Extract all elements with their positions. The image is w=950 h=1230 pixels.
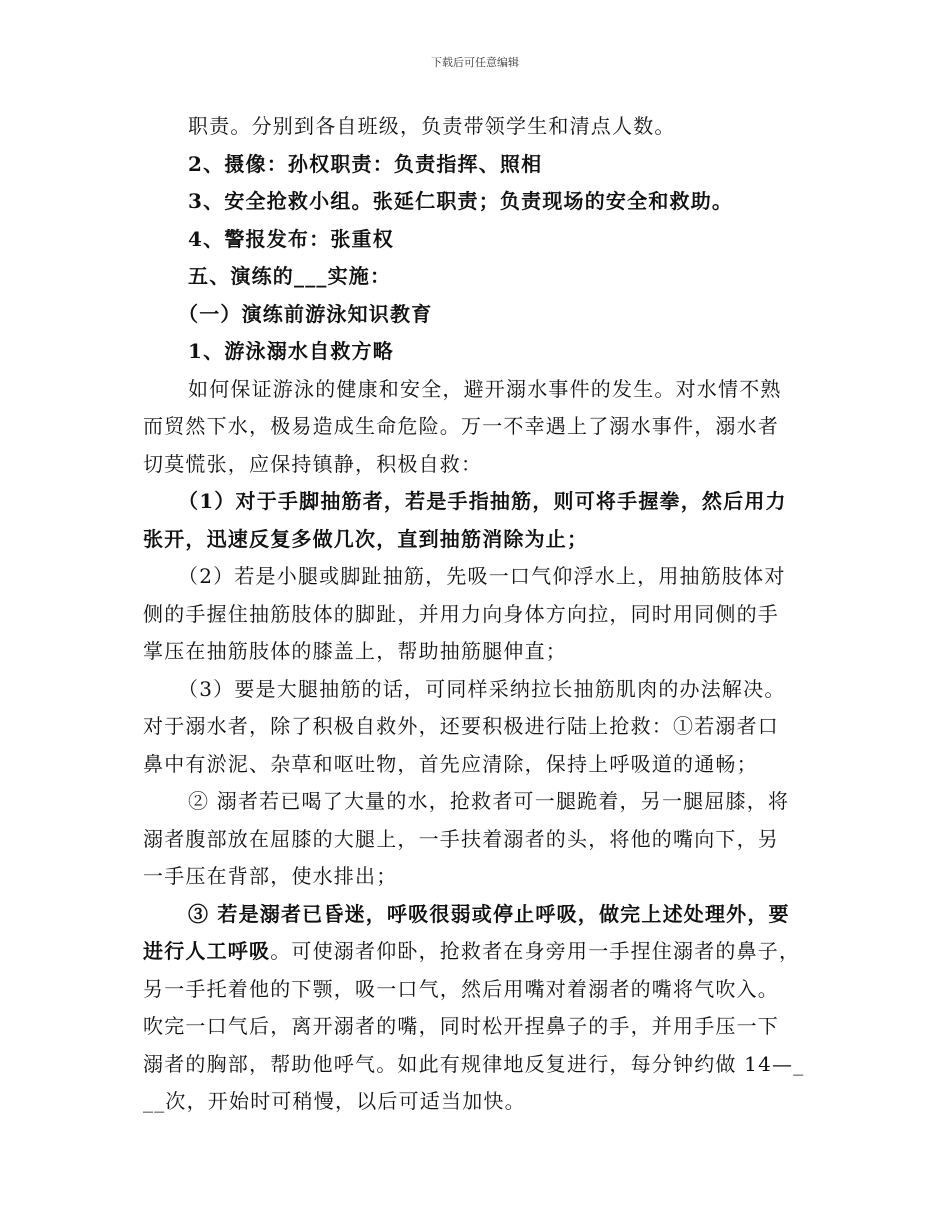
paragraph-line: 对于溺水者，除了积极自救外，还要积极进行陆上抢救：①若溺者口: [143, 714, 779, 738]
paragraph-line: 吹完一口气后，离开溺者的嘴，同时松开捏鼻子的手，并用手压一下: [143, 1014, 779, 1038]
paragraph-line: 溺者腹部放在屈膝的大腿上，一手扶着溺者的头，将他的嘴向下，另: [143, 826, 779, 851]
document-body: [143, 108, 811, 1121]
paragraph-line: （1）对于手脚抽筋者，若是手指抽筋，则可将手握拳，然后用力: [178, 489, 787, 513]
plain-text: 。可使溺者仰卧，抢救者在身旁用一手捏住溺者的鼻子，: [270, 939, 801, 963]
paragraph-line: （3）要是大腿抽筋的话，可同样采纳拉长抽筋肌肉的办法解决。: [178, 676, 786, 701]
paragraph-line: 鼻中有淤泥、杂草和呕吐物，首先应清除，保持上呼吸道的通畅；: [143, 751, 758, 776]
section-heading-five: 五、演练的___实施：: [188, 264, 392, 288]
paragraph-line: __次，开始时可稍慢，以后可适当加快。: [143, 1089, 526, 1113]
emphasis-text: 进行人工呼吸: [143, 939, 271, 963]
paragraph-line: 如何保证游泳的健康和安全，避开溺水事件的发生。对水情不熟: [188, 376, 782, 401]
paragraph-line: ② 溺者若已喝了大量的水，抢救者可一腿跪着，另一腿屈膝，将: [188, 789, 790, 813]
list-item-rescue-team: 3、安全抢救小组。张延仁职责；负责现场的安全和救助。: [188, 189, 734, 213]
paragraph-line: 掌压在抽筋肢体的膝盖上，帮助抽筋腿伸直；: [143, 639, 567, 663]
paragraph-line: 而贸然下水，极易造成生命危险。万一不幸遇上了溺水事件，溺水者: [143, 414, 779, 438]
paragraph-line: [143, 933, 811, 971]
list-item-alarm: 4、警报发布：张重权: [188, 226, 394, 251]
paragraph-line: 一手压在背部，使水排出；: [143, 864, 398, 888]
paragraph-line: 侧的手握住抽筋肢体的脚趾，并用力向身体方向拉，同时用同侧的手: [143, 601, 779, 626]
paragraph-line: 切莫慌张，应保持镇静，积极自救：: [143, 451, 483, 476]
paragraph-line: 张开，迅速反复多做几次，直到抽筋消除为止；: [143, 526, 589, 551]
paragraph-line: 溺者的胸部，帮助他呼气。如此有规律地反复进行，每分钟约做 14—_: [143, 1051, 805, 1076]
paragraph-line: 职责。分别到各自班级，负责带领学生和清点人数。: [188, 114, 676, 138]
page-header: 下载后可任意编辑: [431, 56, 519, 69]
paragraph-line: ③ 若是溺者已昏迷，呼吸很弱或停止呼吸，做完上述处理外，要: [188, 901, 790, 926]
topic-heading: 1、游泳溺水自救方略: [188, 339, 394, 363]
paragraph-line: 另一手托着他的下颚，吸一口气，然后用嘴对着溺者的嘴将气吹入。: [143, 976, 779, 1001]
list-item-photography: 2、摄像：孙权职责：负责指挥、照相: [188, 151, 543, 176]
subsection-heading: （一）演练前游泳知识教育: [178, 301, 433, 326]
paragraph-line: （2）若是小腿或脚趾抽筋，先吸一口气仰浮水上，用抽筋肢体对: [178, 564, 786, 588]
